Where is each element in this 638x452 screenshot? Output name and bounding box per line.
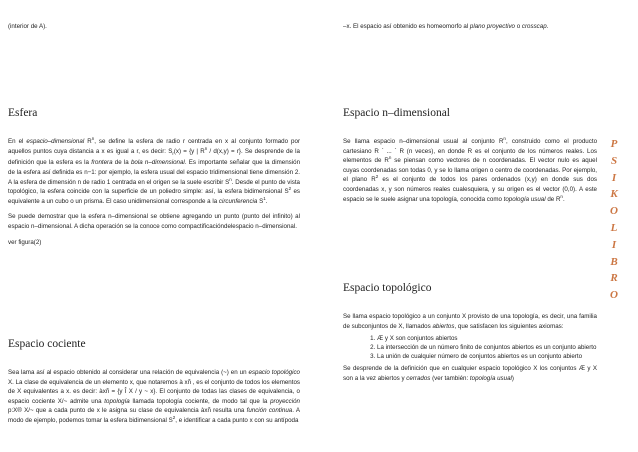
brand-letter: B — [610, 255, 618, 268]
topologico-paragraph-1: Se llama espacio topológico a un conjunto X provisto de una topología, es decir, una familia de subconjuntos de X, llamados abiertos, que satisfacen los siguientes axiomas: — [343, 313, 597, 330]
term-abiertos[interactable]: abiertos — [432, 322, 455, 330]
esfera-paragraph-2: Se puede demostrar que la esfera n–dimensional se obtiene agregando un punto (punto del infinito) al espacio n–dimensional. A dicha operación se la conoce como compactificacióndelespacio n–dimensional. — [8, 213, 300, 230]
term-bola[interactable]: bola n–dimensional — [130, 159, 185, 167]
term-topologia[interactable]: topología — [104, 397, 130, 405]
top-fragment-left: (interior de A). — [8, 23, 47, 30]
axiom-item: 1. Æ y X son conjuntos abiertos — [377, 334, 597, 343]
brand-letter: I — [611, 238, 617, 251]
term-topologia-usual-link[interactable]: topología usual — [469, 374, 512, 382]
brand-letter: O — [610, 205, 618, 218]
term-frontera[interactable]: frontera — [91, 159, 113, 167]
brand-logo-psikolibro — [605, 136, 623, 304]
brand-letter: O — [610, 289, 618, 302]
term-crosscap[interactable]: crosscap — [521, 23, 547, 30]
brand-letter: R — [610, 272, 618, 285]
ndim-section — [343, 137, 597, 204]
esfera-paragraph-1: En el espacio–dimensional $R^n$, se define la esfera de radio r centrada en x al conjunto formado por aquellos puntos cuya distancia a x es igual a r, es decir: $S_r(x) = \{y$ | $R^n / d(x,y) = r$}. Se desprende de la definición que la esfera es la frontera de la bola n–dimensional. Es importante señalar que la dimensión de la esfera así definida es n−1: por ejemplo, la esfera usual del espacio tridimensional tiene dimensión 2. A la esfera de dimensión n de radio 1 centrada en el origen se la suele escribir $S^n$. Desde el punto de vista topológico, la esfera coincide con la superficie de un poliedro simple: así, la esfera bidimensional $S^2$ es equivalente a un cubo o un prisma. El caso unidimensional corresponde a la circunferencia $S^1$. — [8, 136, 301, 205]
cociente-paragraph: Sea lama así al espacio obtenido al considerar una relación de equivalencia (~) en un espacio topológico X. La clase de equivalencia de un elemento x, que notaremos à xñ , es el conjunto de todos los elementos de X equivalentes a x. es decir: àxñ = {y Î X / y ~ x}. El conjunto de todas las clases de equivalencia, o espacio cociente X/~ admite una topología llamada topología cociente, de modo tal que la proyección p:X® X/~ que a cada punto de x le asigna su clase de equivalencia àxñ resulta una función continua. A modo de ejemplo, podemos tomar la esfera bidimensional $S^2$, e identificar a cada punto x con su antípoda — [8, 369, 300, 424]
cociente-section — [8, 368, 300, 426]
topologico-section — [343, 312, 597, 383]
axiom-item: 2. La intersección de un número finito de conjuntos abiertos es un conjunto abierto — [377, 343, 597, 352]
term-circunferencia[interactable]: circunferencia — [218, 197, 258, 205]
ndim-paragraph: Se llama espacio n–dimensional usual al conjunto $R^n$, construido como el producto cartesiano R ´ ... ´ R (n veces), en donde R es el conjunto de los números reales. Los elementos de $R^n$ se piensan como vectores de n coordenadas. El vector nulo es aquel cuyas coordenadas son todas 0, y se lo llama origen o centro de coordenadas. Por ejemplo, el plano $R^2$ es el conjunto de todos los pares ordenados (x,y) en donde sus dos coordenadas x, y son números reales cualesquiera, y su origen es el vector (0,0). A este espacio se le suele asignar una topología, conocida como topología usual de $R^n$. — [343, 136, 598, 203]
heading-espacio-n-dimensional: Espacio n–dimensional — [343, 107, 450, 119]
term-espacio-topologico[interactable]: espacio topológico — [248, 369, 300, 376]
topologico-paragraph-2: Se desprende de la definición que en cualquier espacio topológico X los conjuntos Æ y X son a la vez abiertos y cerrados (ver también: topología usual) — [343, 365, 597, 382]
axiom-item: 3. La unión de cualquier número de conjuntos abiertos es un conjunto abierto — [377, 352, 597, 361]
brand-letter: P — [610, 138, 618, 150]
term-proyeccion[interactable]: proyección — [270, 397, 300, 405]
heading-esfera: Esfera — [8, 107, 38, 119]
heading-espacio-cociente: Espacio cociente — [8, 338, 86, 350]
axioms-list — [343, 334, 597, 361]
top-fragment-right: –x. El espacio así obtenido es homeomorfo al plano proyectivo o crosscap. — [343, 23, 549, 30]
term-espacio-n-dimensional[interactable]: espacio–dimensional — [26, 138, 85, 145]
heading-espacio-topologico: Espacio topológico — [343, 282, 432, 294]
brand-letter: L — [610, 221, 618, 234]
esfera-section — [8, 137, 300, 247]
term-topologia-usual[interactable]: topología usual — [503, 195, 546, 203]
figure-reference: ver figura(2) — [8, 238, 42, 246]
term-funcion-continua[interactable]: función continua — [246, 407, 293, 415]
brand-letter: I — [611, 171, 617, 184]
brand-letter: S — [610, 154, 618, 167]
brand-letter: K — [610, 188, 618, 201]
term-cerrados[interactable]: cerrados — [406, 374, 431, 382]
term-plano-proyectivo[interactable]: plano proyectivo — [469, 23, 515, 30]
